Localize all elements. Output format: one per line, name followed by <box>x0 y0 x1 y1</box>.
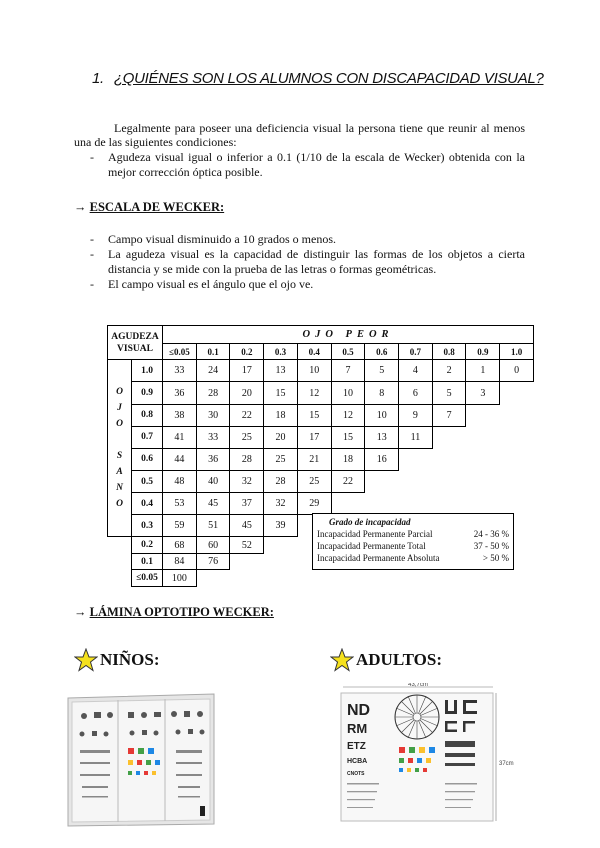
table-cell: 5 <box>365 360 399 382</box>
width-label: 43,7cm <box>408 683 428 688</box>
empty-cell <box>196 570 230 587</box>
table-cell: 36 <box>196 448 230 470</box>
empty-cell <box>500 448 534 470</box>
empty-cell <box>399 471 433 493</box>
column-header: ≤0.05 <box>163 343 197 359</box>
table-cell: 53 <box>163 493 197 515</box>
table-cell: 100 <box>163 570 197 587</box>
table-cell: 25 <box>264 448 298 470</box>
table-cell: 32 <box>230 471 264 493</box>
table-cell: 20 <box>264 426 298 448</box>
empty-cell <box>297 570 331 587</box>
table-cell: 41 <box>163 426 197 448</box>
table-row <box>108 382 534 404</box>
table-cell: 7 <box>432 404 466 426</box>
section-lamina-heading <box>74 605 274 620</box>
column-header: 0.6 <box>365 343 399 359</box>
table-cell: 1 <box>466 360 500 382</box>
table-cell: 2 <box>432 360 466 382</box>
column-header: 0.3 <box>264 343 298 359</box>
conditions-list <box>74 150 525 180</box>
empty-cell <box>264 570 298 587</box>
ojo-sano-letter: O <box>116 499 123 510</box>
empty-cell <box>432 426 466 448</box>
table-row <box>108 493 534 515</box>
table-cell: 33 <box>163 360 197 382</box>
table-cell: 52 <box>230 537 264 553</box>
ojo-sano-label <box>108 360 132 537</box>
kids-optotype-chart <box>62 688 220 828</box>
ojo-sano-letter: O <box>116 387 123 398</box>
list-item: - Campo visual disminuido a 10 grados o menos. <box>74 232 525 247</box>
adults-label: ADULTOS: <box>356 650 442 669</box>
table-cell: 60 <box>196 537 230 553</box>
table-cell: 28 <box>230 448 264 470</box>
empty-cell <box>264 553 298 569</box>
row-label: 0.8 <box>132 404 163 426</box>
empty-cell <box>466 570 500 587</box>
row-label: 0.1 <box>132 553 163 569</box>
empty-cell <box>466 404 500 426</box>
table-cell: 29 <box>297 493 331 515</box>
empty-cell <box>432 570 466 587</box>
table-cell: 44 <box>163 448 197 470</box>
empty-cell <box>432 448 466 470</box>
row-label: 0.5 <box>132 471 163 493</box>
kids-heading <box>74 648 160 672</box>
table-cell: 38 <box>163 404 197 426</box>
height-label: 37cm <box>499 761 514 767</box>
arrow-icon: → <box>74 605 87 619</box>
empty-cell <box>466 448 500 470</box>
section-lamina-label: LÁMINA OPTOTIPO WECKER: <box>89 605 274 619</box>
empty-cell <box>432 493 466 515</box>
definitions-list <box>74 232 525 292</box>
row-label: 0.6 <box>132 448 163 470</box>
section-wecker-label: ESCALA DE WECKER: <box>89 200 225 214</box>
table-cell: 13 <box>365 426 399 448</box>
table-cell: 84 <box>163 553 197 569</box>
column-header: 0.8 <box>432 343 466 359</box>
row-label: 0.2 <box>132 537 163 553</box>
table-cell: 28 <box>264 471 298 493</box>
table-cell: 40 <box>196 471 230 493</box>
table-cell: 33 <box>196 426 230 448</box>
list-item: - El campo visual es el ángulo que el ojo ve. <box>74 277 525 292</box>
table-cell: 18 <box>264 404 298 426</box>
table-cell: 48 <box>163 471 197 493</box>
table-cell: 51 <box>196 515 230 537</box>
table-cell: 13 <box>264 360 298 382</box>
empty-cell <box>500 382 534 404</box>
legend-row: Incapacidad Permanente Absoluta > 50 % <box>317 553 509 563</box>
star-icon <box>74 648 98 672</box>
corner-line: VISUAL <box>117 343 153 354</box>
table-cell: 0 <box>500 360 534 382</box>
table-cell: 9 <box>399 404 433 426</box>
table-cell: 21 <box>297 448 331 470</box>
ojo-sano-letter: A <box>116 467 123 478</box>
chart-letters-row: RM <box>347 721 368 736</box>
table-cell: 45 <box>196 493 230 515</box>
table-cell: 12 <box>297 382 331 404</box>
blank-cell <box>108 537 132 587</box>
table-cell: 11 <box>399 426 433 448</box>
page-heading <box>92 70 544 87</box>
chart-letters-row: ETZ <box>347 741 366 752</box>
legend-title: Grado de incapacidad <box>329 517 411 527</box>
table-cell: 17 <box>230 360 264 382</box>
table-cell: 32 <box>264 493 298 515</box>
table-cell: 15 <box>297 404 331 426</box>
table-cell: 7 <box>331 360 365 382</box>
column-header: 0.4 <box>297 343 331 359</box>
adults-heading <box>330 648 442 672</box>
table-cell: 3 <box>466 382 500 404</box>
empty-cell <box>264 537 298 553</box>
table-cell: 76 <box>196 553 230 569</box>
row-label: 0.7 <box>132 426 163 448</box>
table-cell: 30 <box>196 404 230 426</box>
table-row <box>108 360 534 382</box>
table-cell: 25 <box>230 426 264 448</box>
table-cell: 68 <box>163 537 197 553</box>
table-row <box>108 426 534 448</box>
intro-paragraph: Legalmente para poseer una deficiencia visual la persona tiene que reunir al menos una de las siguientes condiciones: <box>74 121 525 149</box>
table-cell: 8 <box>365 382 399 404</box>
adults-optotype-chart <box>333 683 515 823</box>
column-header: 0.2 <box>230 343 264 359</box>
table-row <box>108 448 534 470</box>
legend-row: Incapacidad Permanente Total 37 - 50 % <box>317 541 509 551</box>
empty-cell <box>230 570 264 587</box>
empty-cell <box>399 570 433 587</box>
table-row <box>108 471 534 493</box>
empty-cell <box>500 404 534 426</box>
chart-letters-row: ND <box>347 702 371 719</box>
empty-cell <box>466 471 500 493</box>
table-cell: 25 <box>297 471 331 493</box>
empty-cell <box>466 493 500 515</box>
empty-cell <box>331 493 365 515</box>
column-header: 0.9 <box>466 343 500 359</box>
table-cell: 39 <box>264 515 298 537</box>
table-cell: 24 <box>196 360 230 382</box>
table-cell: 37 <box>230 493 264 515</box>
empty-cell <box>500 426 534 448</box>
table-row <box>108 570 534 587</box>
column-header: 0.5 <box>331 343 365 359</box>
table-cell: 10 <box>297 360 331 382</box>
arrow-icon: → <box>74 200 87 214</box>
chart-letters-row: HCBA <box>347 758 368 765</box>
table-cell: 20 <box>230 382 264 404</box>
table-cell: 45 <box>230 515 264 537</box>
empty-cell <box>466 426 500 448</box>
empty-cell <box>500 493 534 515</box>
row-label: ≤0.05 <box>132 570 163 587</box>
heading-text: ¿QUIÉNES SON LOS ALUMNOS CON DISCAPACIDAD VISUAL? <box>113 70 544 87</box>
table-cell: 18 <box>331 448 365 470</box>
ojo-peor-header: OJO PEOR <box>163 326 534 344</box>
table-cell: 28 <box>196 382 230 404</box>
empty-cell <box>500 471 534 493</box>
disability-legend <box>312 513 514 570</box>
empty-cell <box>331 570 365 587</box>
agudeza-visual-header <box>108 326 163 360</box>
table-cell: 5 <box>432 382 466 404</box>
legend-row: Incapacidad Permanente Parcial 24 - 36 % <box>317 529 509 539</box>
ojo-sano-letter <box>108 432 131 448</box>
empty-cell <box>399 493 433 515</box>
ojo-sano-letter: N <box>116 483 123 494</box>
list-item: - Agudeza visual igual o inferior a 0.1 (1/10 de la escala de Wecker) obtenida con la mejor corrección óptica posible. <box>74 150 525 180</box>
table-cell: 22 <box>331 471 365 493</box>
chart-letters-row: CNOTS <box>347 771 365 777</box>
star-icon <box>330 648 354 672</box>
empty-cell <box>399 448 433 470</box>
row-label: 0.4 <box>132 493 163 515</box>
table-cell: 36 <box>163 382 197 404</box>
empty-cell <box>230 553 264 569</box>
table-cell: 4 <box>399 360 433 382</box>
table-cell: 15 <box>331 426 365 448</box>
table-row <box>108 404 534 426</box>
table-cell: 22 <box>230 404 264 426</box>
empty-cell <box>365 471 399 493</box>
ojo-sano-letter: J <box>117 403 122 414</box>
table-cell: 10 <box>331 382 365 404</box>
table-cell: 16 <box>365 448 399 470</box>
column-header: 0.7 <box>399 343 433 359</box>
heading-number: 1. <box>92 70 104 87</box>
empty-cell <box>365 570 399 587</box>
table-cell: 59 <box>163 515 197 537</box>
empty-cell <box>365 493 399 515</box>
section-wecker-heading <box>74 200 224 215</box>
table-cell: 17 <box>297 426 331 448</box>
list-item: - La agudeza visual es la capacidad de distinguir las formas de los objetos a cierta distancia y se mide con la prueba de las letras o formas geométricas. <box>74 247 525 277</box>
table-cell: 15 <box>264 382 298 404</box>
table-cell: 6 <box>399 382 433 404</box>
table-cell: 10 <box>365 404 399 426</box>
ojo-sano-letter: O <box>116 419 123 430</box>
row-label: 0.3 <box>132 515 163 537</box>
table-cell: 12 <box>331 404 365 426</box>
ojo-sano-letter: S <box>116 451 123 462</box>
empty-cell <box>432 471 466 493</box>
row-label: 0.9 <box>132 382 163 404</box>
column-header: 1.0 <box>500 343 534 359</box>
empty-cell <box>500 570 534 587</box>
column-header: 0.1 <box>196 343 230 359</box>
kids-label: NIÑOS: <box>100 650 160 669</box>
row-label: 1.0 <box>132 360 163 382</box>
corner-line: AGUDEZA <box>111 331 159 342</box>
